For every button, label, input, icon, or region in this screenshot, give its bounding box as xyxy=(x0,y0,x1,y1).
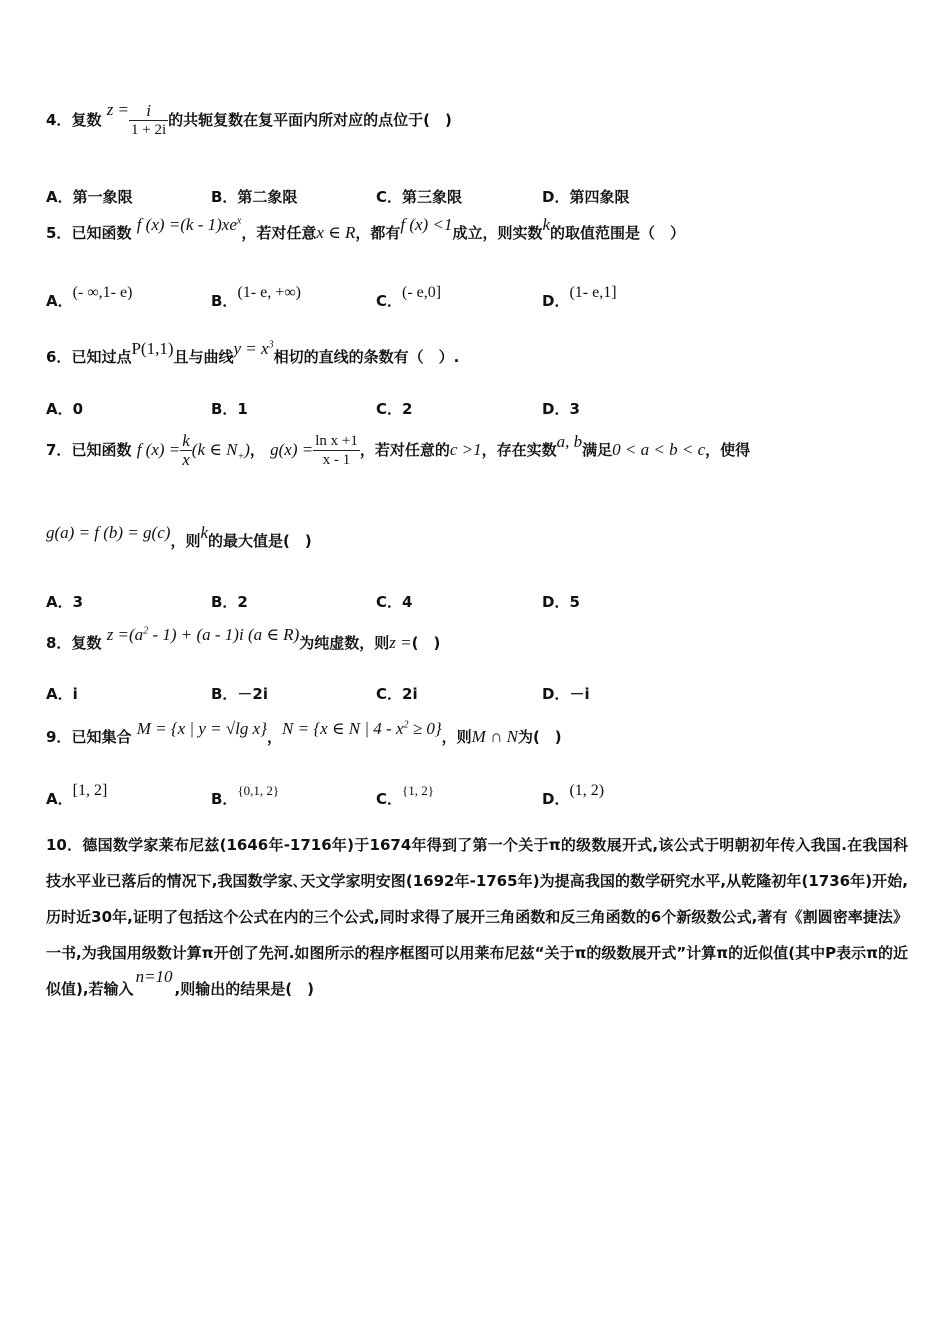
q4-post: 的共轭复数在复平面内所对应的点位于( ) xyxy=(168,111,452,129)
q5-var: k xyxy=(542,215,550,234)
q5-cond1: x ∈ R xyxy=(316,223,356,242)
q7-comma: ， xyxy=(249,441,265,459)
q6-mid: 且与曲线 xyxy=(173,348,234,366)
q5-cond2: f (x) <1 xyxy=(400,215,453,234)
q5-mid3: 成立，则实数 xyxy=(452,224,543,242)
q6-post: 相切的直线的条数有（ ）. xyxy=(273,348,460,366)
q7-option-a: A．3 xyxy=(46,593,84,611)
q5-mid1: ，若对任意 xyxy=(241,224,317,242)
q8-option-b: B．－2i xyxy=(211,685,269,703)
q4-fraction xyxy=(129,102,168,139)
q6-point: P(1,1) xyxy=(131,339,174,358)
q4-option-b: B．第二象限 xyxy=(211,188,298,206)
q8-mid: 为纯虚数，则 xyxy=(299,634,390,652)
q4-option-a: A．第一象限 xyxy=(46,188,133,206)
q7-line2-var: k xyxy=(200,523,208,542)
q7-mid1: ，若对任意的 xyxy=(359,441,450,459)
q5-number: 5． xyxy=(46,224,72,242)
q7-option-b: B．2 xyxy=(211,593,248,611)
q8-option-c: C．2i xyxy=(376,685,418,703)
question-5 xyxy=(46,215,686,243)
q8-option-d: D．－i xyxy=(542,685,590,703)
q8-option-a: A．i xyxy=(46,685,78,703)
q6-option-d: D．3 xyxy=(542,400,580,418)
q4-z-eq: z = xyxy=(106,100,130,119)
q6-option-c: C．2 xyxy=(376,400,413,418)
q4-option-d: D．第四象限 xyxy=(542,188,630,206)
q7-mid2: ，存在实数 xyxy=(481,441,557,459)
q4-pre: 复数 xyxy=(71,111,102,129)
question-7 xyxy=(46,432,750,469)
q9-set-n: N = {x ∈ N | $4 - x^2 \ge 0$} xyxy=(282,719,442,738)
q9-mid: ，则 xyxy=(441,728,472,746)
q8-pre: 复数 xyxy=(71,634,102,652)
q6-option-a: A．0 xyxy=(46,400,84,418)
q6-number: 6． xyxy=(46,348,72,366)
question-10 xyxy=(46,827,908,1007)
q7-equation: g(a) = f (b) = g(c) xyxy=(46,523,171,542)
q9-option-d: D．(1, 2) xyxy=(542,782,605,808)
q7-g-lhs: g(x) = xyxy=(270,440,314,459)
q9-option-b: B．{0,1, 2} xyxy=(211,783,280,808)
q5-option-c: C．(- e,0] xyxy=(376,284,442,310)
q9-pre: 已知集合 xyxy=(71,728,132,746)
q5-pre: 已知函数 xyxy=(71,224,132,242)
question-6 xyxy=(46,339,460,367)
q5-option-b: B．(1- e, +∞) xyxy=(211,284,301,310)
q7-option-d: D．5 xyxy=(542,593,580,611)
question-9 xyxy=(46,719,562,747)
q9-intersection: M ∩ N xyxy=(471,727,518,746)
q7-g-fraction: $\frac{\text{ln x +1}}{x - 1}$ xyxy=(315,433,358,468)
q9-post: 为( ) xyxy=(517,728,562,746)
q7-c-cond: c >1 xyxy=(449,440,482,459)
q7-mid4: ，使得 xyxy=(705,441,751,459)
q4-frac-den: 1 + 2i xyxy=(131,122,167,138)
q9-comma: ， xyxy=(267,728,283,746)
q9-number: 9． xyxy=(46,728,72,746)
q5-option-d: D．(1- e,1] xyxy=(542,284,617,310)
q6-pre: 已知过点 xyxy=(71,348,132,366)
q10-n-eq: n=10 xyxy=(135,967,173,986)
q7-ineq: 0 < a < b < c xyxy=(612,440,706,459)
q7-ab: a, b xyxy=(556,432,583,451)
q5-option-a: A．(- ∞,1- e) xyxy=(46,284,133,310)
q10-post: ,则输出的结果是( ) xyxy=(174,980,314,998)
q4-option-c: C．第三象限 xyxy=(376,188,463,206)
q6-option-b: B．1 xyxy=(211,400,248,418)
q7-f-fraction: $\frac{k}{x}$ xyxy=(182,431,190,469)
q7-mid3: 满足 xyxy=(582,441,613,459)
q7-number: 7． xyxy=(46,441,72,459)
q8-z-eq: z = xyxy=(389,633,412,652)
q7-option-c: C．4 xyxy=(376,593,413,611)
q7-line2-post: 的最大值是( ) xyxy=(208,532,312,550)
q9-option-c: C．{1, 2} xyxy=(376,783,434,808)
q8-expression: $z =(a^2 - 1) + (a - 1)i$ (a ∈ R) xyxy=(106,625,300,644)
q7-line2-mid: ，则 xyxy=(170,532,201,550)
q8-post: ( ) xyxy=(411,634,441,652)
q4-number: 4． xyxy=(46,111,72,129)
q8-number: 8． xyxy=(46,634,72,652)
q7-pre: 已知函数 xyxy=(71,441,132,459)
q4-frac-num: i xyxy=(129,102,168,121)
q9-set-m: M = {x | y = √lg x} xyxy=(136,719,268,738)
q9-option-a: A．[1, 2] xyxy=(46,782,108,808)
q5-function: f $(x) =(k - 1)xe^x$ xyxy=(136,215,242,234)
q7-f-lhs: f (x) = xyxy=(136,440,181,459)
q7-f-cond: (k ∈ $N_+$) xyxy=(191,440,250,463)
q5-post: 的取值范围是（ ） xyxy=(550,224,686,242)
question-8 xyxy=(46,625,441,653)
q6-curve: $y = x^3$ xyxy=(233,339,274,358)
question-4 xyxy=(46,102,452,139)
q5-mid2: ，都有 xyxy=(355,224,401,242)
q10-text: 10．德国数学家莱布尼兹(1646年-1716年)于1674年得到了第一个关于π的级数展开式,该公式于明朝初年传入我国.在我国科技水平业已落后的情况下,我国数学家､天文学家明安图(1692年-1765年)为提高我国的数学研究水平,从乾隆初年(1736年)开始,历时近30年,证明了包括这个公式在内的三个公式,同时求得了展开三角函数和反三角函数的6个新级数公式,著有《割圆密率捷法》一书,为我国用级数计算π开创了先河.如图所示的程序框图可以用莱布尼兹“关于π的级数展开式”计算π的近似值(其中P表示π的近似值),若输入 xyxy=(46,836,908,998)
question-7-line-2 xyxy=(46,523,312,551)
